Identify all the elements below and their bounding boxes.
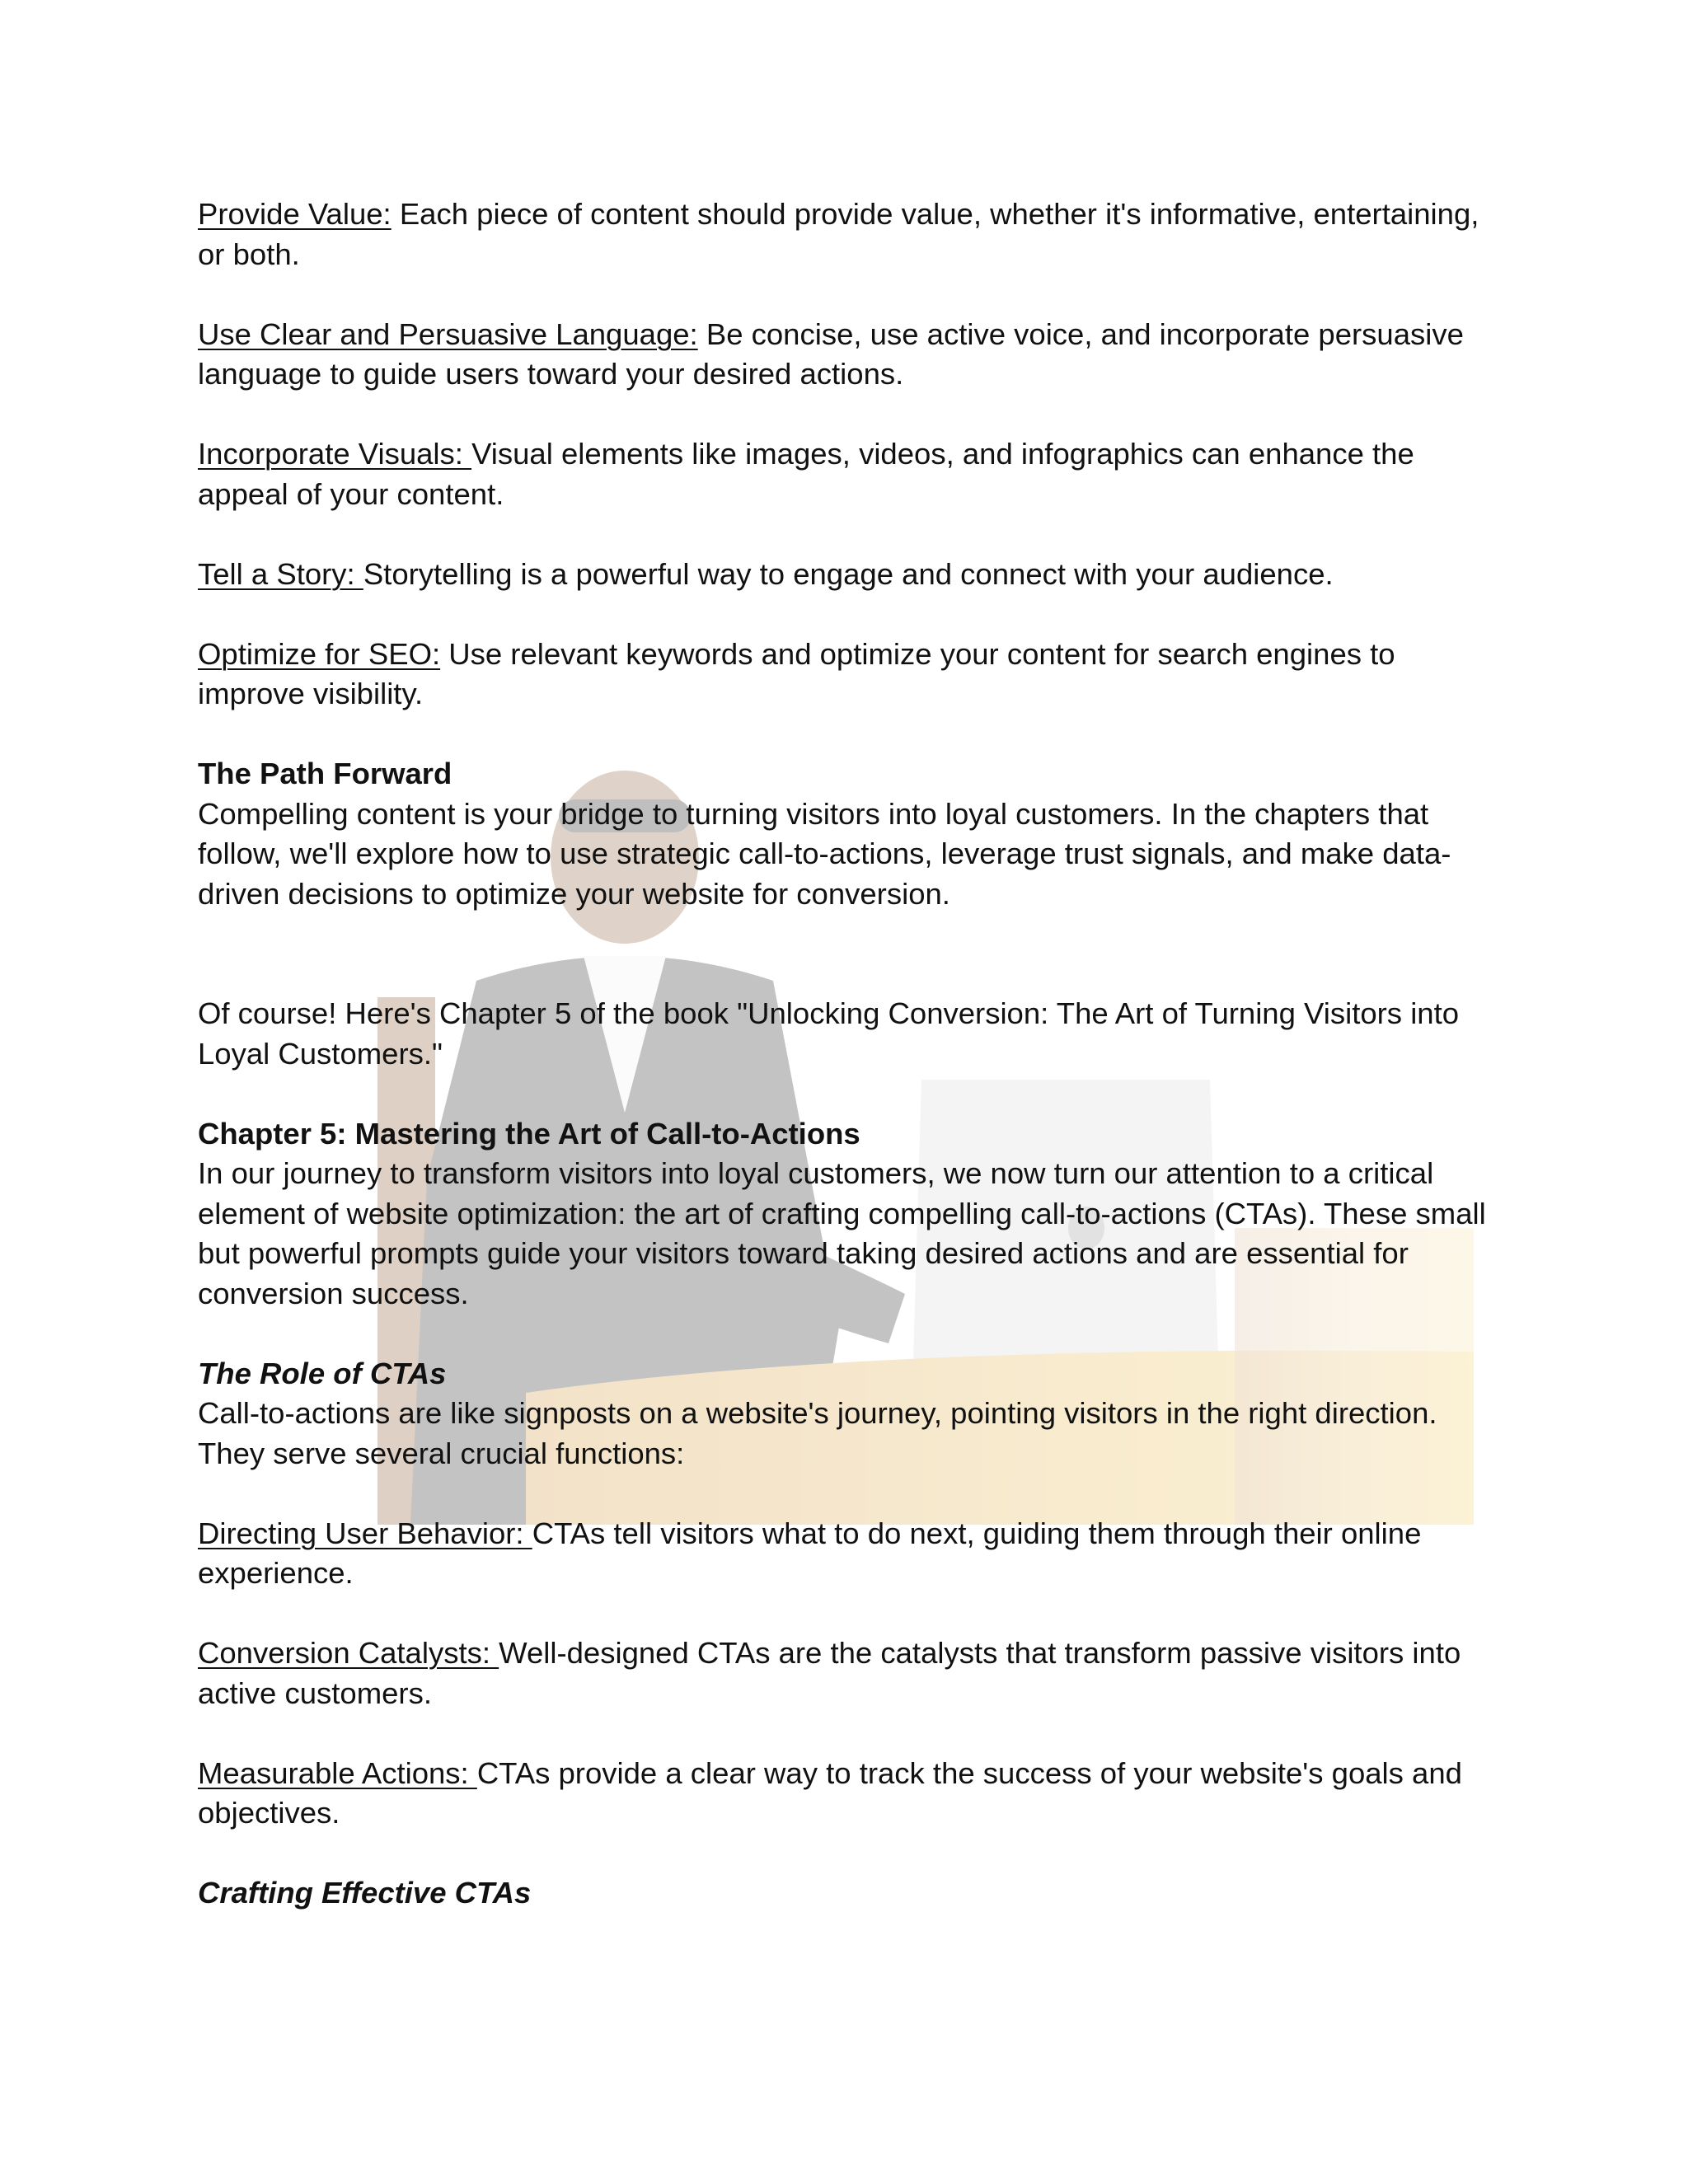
item-term: Use Clear and Persuasive Language:: [198, 316, 698, 351]
list-item: [198, 434, 1500, 514]
list-item: [198, 635, 1500, 715]
item-text: Visual elements like images, videos, and infographics can enhance the appeal of your content.: [198, 437, 1414, 511]
item-text: Well-designed CTAs are the catalysts that transform passive visitors into active customers.: [198, 1636, 1461, 1710]
spacer: [198, 954, 1500, 995]
item-term: Directing User Behavior:: [198, 1516, 532, 1550]
list-item: [198, 1633, 1500, 1713]
item-text: Use relevant keywords and optimize your content for search engines to improve visibility.: [198, 636, 1395, 710]
item-text: Storytelling is a powerful way to engage and connect with your audience.: [363, 556, 1334, 591]
item-text: Each piece of content should provide value, whether it's informative, entertaining, or both.: [198, 197, 1479, 271]
list-item: [198, 194, 1500, 274]
item-term: Measurable Actions:: [198, 1755, 477, 1790]
item-text: CTAs tell visitors what to do next, guiding them through their online experience.: [198, 1516, 1422, 1590]
item-term: Optimize for SEO:: [198, 636, 441, 671]
item-text: CTAs provide a clear way to track the success of your website's goals and objectives.: [198, 1755, 1462, 1830]
list-item: [198, 1514, 1500, 1594]
section-heading-crafting-ctas: Crafting Effective CTAs: [198, 1876, 532, 1910]
item-term: Tell a Story:: [198, 556, 363, 591]
section-body-role-of-ctas: Call-to-actions are like signposts on a website's journey, pointing visitors in the right direction. They serve several crucial functions:: [198, 1396, 1437, 1470]
section-heading-path-forward: The Path Forward: [198, 757, 452, 790]
item-term: Incorporate Visuals:: [198, 437, 472, 471]
item-term: Provide Value:: [198, 197, 392, 231]
chapter-body: In our journey to transform visitors into loyal customers, we now turn our attention to a critical element of website optimization: the art of crafting compelling call-to-actions (CTAs). These small but powerful prompts guide your visitors toward taking desired actions and are essential for conversion success.: [198, 1156, 1486, 1310]
chapter-heading: Chapter 5: Mastering the Art of Call-to-Actions: [198, 1116, 860, 1151]
section-body-path-forward: Compelling content is your bridge to turning visitors into loyal customers. In the chapters that follow, we'll explore how to use strategic call-to-actions, leverage trust signals, and make data-driven decisions to optimize your website for conversion.: [198, 796, 1451, 911]
list-item: [198, 555, 1500, 595]
document-content: [198, 194, 1500, 1914]
list-item: [198, 315, 1500, 395]
item-term: Conversion Catalysts:: [198, 1636, 499, 1670]
list-item: [198, 1754, 1500, 1834]
item-text: Be concise, use active voice, and incorporate persuasive language to guide users toward your desired actions.: [198, 316, 1464, 391]
intro-line: Of course! Here's Chapter 5 of the book "Unlocking Conversion: The Art of Turning Visitors into Loyal Customers.": [198, 996, 1460, 1071]
section-heading-role-of-ctas: The Role of CTAs: [198, 1356, 447, 1390]
